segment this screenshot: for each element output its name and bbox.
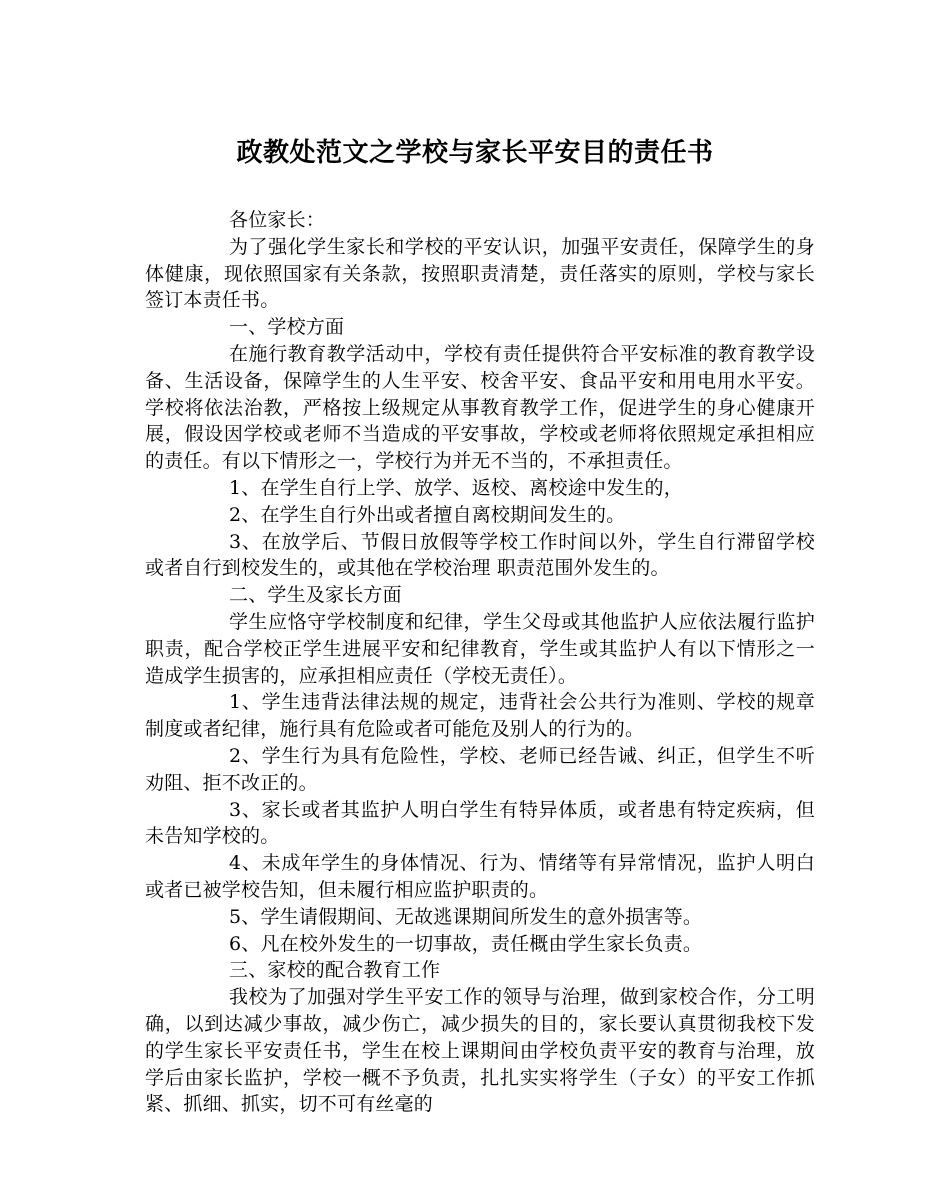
- section-heading-school: 一、学校方面: [229, 316, 345, 339]
- document-body: [145, 207, 815, 1118]
- list-item-parent-4: 4、未成年学生的身体情况、行为、情绪等有异常情况，监护人明白或者已被学校告知，但未履行相应监护职责的。: [145, 852, 815, 901]
- list-item-school-1: 1、在学生自行上学、放学、返校、离校途中发生的，: [229, 476, 683, 499]
- paragraph-salutation: 各位家长：: [229, 209, 326, 231]
- paragraph-cooperation: 我校为了加强对学生平安工作的领导与治理，做到家校合作，分工明确，以到达减少事故，减少伤亡，减少损失的目的，家长要认真贯彻我校下发的学生家长平安责任书，学生在校上课期间由学校负责平安的教育与治理，放学后由家长监护，学校一概不予负责，扎扎实实将学生（子女）的平安工作抓紧、抓细、抓实，切不可有丝毫的: [145, 986, 815, 1116]
- list-item-parent-6: 6、凡在校外发生的一切事故，责任概由学生家长负责。: [229, 932, 703, 955]
- list-item-parent-5: 5、学生请假期间、无故逃课期间所发生的意外损害等。: [229, 905, 703, 928]
- list-item-school-3: 3、在放学后、节假日放假等学校工作时间以外，学生自行滞留学校或者自行到校发生的，或其他在学校治理 职责范围外发生的。: [145, 530, 815, 580]
- section-heading-students-parents: 二、学生及家长方面: [229, 584, 402, 607]
- document-title: 政教处范文之学校与家长平安目的责任书: [236, 138, 714, 168]
- list-item-school-2: 2、在学生自行外出或者擅自离校期间发生的。: [229, 503, 626, 526]
- paragraph-intro: 为了强化学生家长和学校的平安认识，加强平安责任，保障学生的身体健康，现依照国家有关条款，按照职责清楚，责任落实的原则，学校与家长签订本责任书。: [145, 235, 815, 312]
- list-item-parent-1: 1、学生违背法律法规的规定，违背社会公共行为准则、学校的规章制度或者纪律，施行具有危险或者可能危及别人的行为的。: [145, 691, 815, 741]
- list-item-parent-3: 3、家长或者其监护人明白学生有特异体质，或者患有特定疾病，但未告知学校的。: [145, 798, 815, 848]
- list-item-parent-2: 2、学生行为具有危险性，学校、老师已经告诫、纠正，但学生不听劝阻、拒不改正的。: [145, 744, 815, 794]
- section-heading-cooperation: 三、家校的配合教育工作: [229, 959, 441, 982]
- paragraph-school-duties: 在施行教育教学活动中，学校有责任提供符合平安标准的教育教学设备、生活设备，保障学生的人生平安、校舍平安、食品平安和用电用水平安。学校将依法治教，严格按上级规定从事教育教学工作，促进学生的身心健康开展，假设因学校或老师不当造成的平安事故，学校或老师将依照规定承担相应的责任。有以下情形之一，学校行为并无不当的，不承担责任。: [145, 342, 815, 473]
- paragraph-students-parents-duties: 学生应恪守学校制度和纪律，学生父母或其他监护人应依法履行监护职责，配合学校正学生进展平安和纪律教育，学生或其监护人有以下情形之一造成学生损害的，应承担相应责任（学校无责任）。: [145, 610, 815, 687]
